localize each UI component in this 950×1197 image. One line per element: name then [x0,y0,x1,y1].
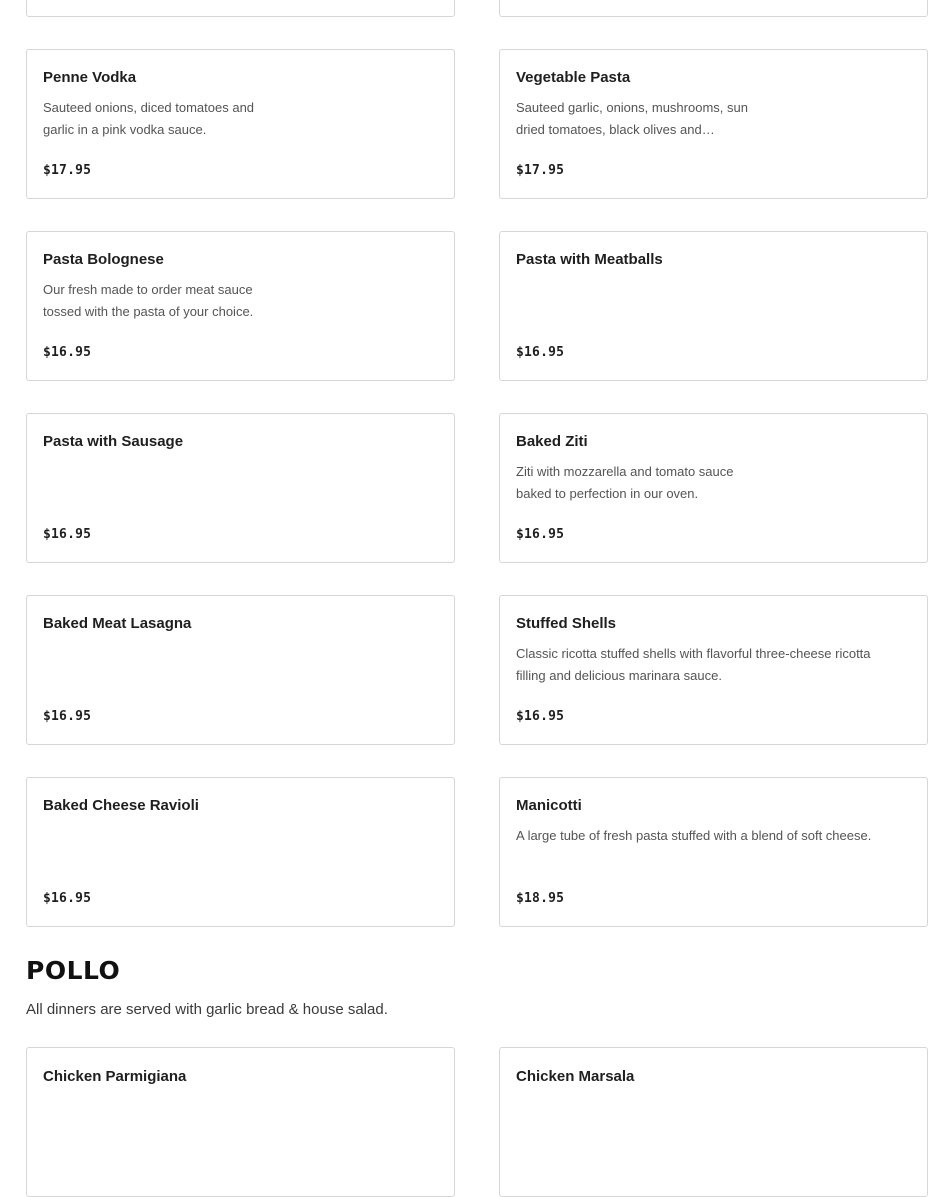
menu-item-price: $16.95 [516,709,565,724]
menu-item-card[interactable] [499,231,928,381]
menu-item-price: $17.95 [43,163,92,178]
menu-item-price: $16.95 [516,345,565,360]
menu-item-card[interactable] [26,1047,455,1197]
menu-item-name: Baked Ziti [516,433,588,450]
menu-item-name: Stuffed Shells [516,615,617,632]
menu-item-description: Ziti with mozzarella and tomato sauce baked to perfection in our oven. [516,464,734,501]
menu-item-card[interactable] [26,49,455,199]
menu-item-card[interactable] [26,413,455,563]
menu-item-price: $16.95 [43,527,92,542]
menu-item-card[interactable] [26,595,455,745]
menu-item-description: Sauteed onions, diced tomatoes and garlic in a pink vodka sauce. [43,100,255,137]
menu-item-card[interactable] [26,231,455,381]
menu-item-price: $16.95 [43,345,92,360]
menu-item-name: Pasta Bolognese [43,251,164,268]
menu-item-description: Our fresh made to order meat sauce tossed with the pasta of your choice. [43,282,254,319]
menu-item-description: A large tube of fresh pasta stuffed with a blend of soft cheese. [516,828,872,843]
menu-item-price: $16.95 [43,709,92,724]
menu-item-price: $16.95 [43,891,92,906]
menu-item-card[interactable] [499,595,928,745]
menu-item-price: $18.95 [516,891,565,906]
menu-item-card[interactable] [499,49,928,199]
menu-item-price: $16.95 [516,527,565,542]
menu-item-name: Baked Meat Lasagna [43,615,192,632]
menu-item-name: Pasta with Meatballs [516,251,663,268]
menu-item-name: Chicken Marsala [516,1068,635,1085]
section-note: All dinners are served with garlic bread & house salad. [26,1001,388,1018]
menu-item-card-partial[interactable] [499,0,928,17]
menu-item-card[interactable] [26,777,455,927]
menu-item-card[interactable] [499,777,928,927]
menu-item-name: Penne Vodka [43,69,137,86]
section-title: POLLO [26,956,121,985]
menu-item-name: Manicotti [516,797,582,814]
menu-item-name: Vegetable Pasta [516,69,631,86]
menu-item-description: Sauteed garlic, onions, mushrooms, sun dried tomatoes, black olives and… [516,100,748,137]
menu-item-name: Pasta with Sausage [43,433,184,450]
menu-item-name: Chicken Parmigiana [43,1068,187,1085]
menu-item-description: Classic ricotta stuffed shells with flavorful three-cheese ricotta filling and delicious marinara sauce. [516,646,871,683]
menu-item-card[interactable] [499,1047,928,1197]
menu-item-name: Baked Cheese Ravioli [43,797,199,814]
menu-item-price: $17.95 [516,163,565,178]
menu-item-card[interactable] [499,413,928,563]
menu-item-card-partial[interactable] [26,0,455,17]
